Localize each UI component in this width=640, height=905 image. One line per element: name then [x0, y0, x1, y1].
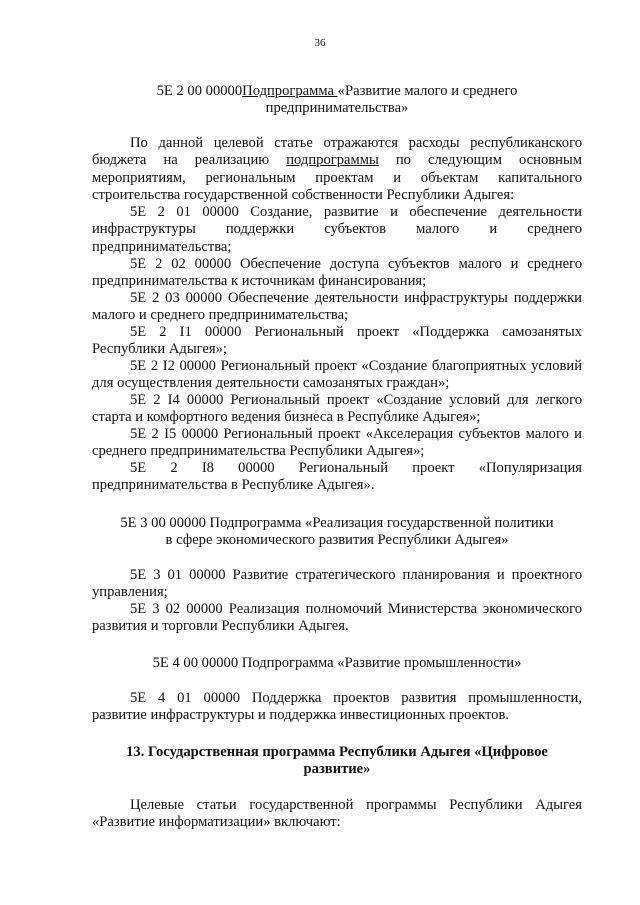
subprogram-5e2-heading-line2: предпринимательства» [265, 100, 409, 116]
list-item: 5Е 2 02 00000 Обеспечение доступа субъектов малого и среднего предпринимательства к источникам финансирования; [92, 256, 582, 290]
list-item: 5Е 3 01 00000 Развитие стратегического планирования и проектного управления; [92, 567, 582, 601]
list-item: 5Е 2 I5 00000 Региональный проект «Акселерация субъектов малого и среднего предпринимательства Республики Адыгея»; [92, 426, 582, 460]
intro-text-after: по следующим основным мероприятиям, региональным проектам и объектам капитального строительства государственной собственности Республики Адыгея: [92, 152, 582, 203]
list-item: 5Е 2 I2 00000 Региональный проект «Создание благоприятных условий для осуществления деятельности самозанятых граждан»; [92, 358, 582, 392]
subprogram-5e2-heading-line1 [92, 83, 582, 100]
subprogram-link[interactable]: подпрограммы [286, 152, 379, 169]
intro-paragraph [92, 135, 582, 204]
subprogram-5e2-code: 5Е 2 00 00000 [156, 83, 243, 99]
list-item: 5Е 2 I8 00000 Региональный проект «Популяризация предпринимательства в Республике Адыгея». [92, 460, 582, 494]
list-item: 5Е 2 I1 00000 Региональный проект «Поддержка самозанятых Республики Адыгея»; [92, 324, 582, 358]
closing-paragraph: Целевые статьи государственной программы Республики Адыгея «Развитие информатизации» включают: [92, 797, 582, 831]
subprogram-5e2-title: «Развитие малого и среднего [337, 83, 518, 99]
subprogram-5e3-heading-line1: 5Е 3 00 00000 Подпрограмма «Реализация государственной политики [120, 515, 554, 531]
subprogram-5e3-heading-line2: в сфере экономического развития Республики Адыгея» [165, 532, 509, 548]
page-number: 36 [314, 37, 326, 49]
list-item: 5Е 2 01 00000 Создание, развитие и обеспечение деятельности инфраструктуры поддержки субъектов малого и среднего предпринимательства; [92, 204, 582, 255]
list-item: 5Е 4 01 00000 Поддержка проектов развития промышленности, развитие инфраструктуры и поддержка инвестиционных проектов. [92, 690, 582, 724]
list-item: 5Е 3 02 00000 Реализация полномочий Министерства экономического развития и торговли Республики Адыгея. [92, 601, 582, 635]
intro-text-before: По данной целевой статье отражаются расходы республиканского бюджета на реализацию [92, 135, 582, 169]
section-13-heading-line2: развитие» [303, 761, 371, 777]
subprogram-5e2-link[interactable]: Подпрограмма [242, 83, 338, 99]
subprogram-5e4-heading: 5Е 4 00 00000 Подпрограмма «Развитие промышленности» [152, 655, 522, 671]
list-item: 5Е 2 03 00000 Обеспечение деятельности инфраструктуры поддержки малого и среднего предпринимательства; [92, 290, 582, 324]
list-item: 5Е 2 I4 00000 Региональный проект «Создание условий для легкого старта и комфортного ведения бизнеса в Республике Адыгея»; [92, 392, 582, 426]
section-13-heading-line1: 13. Государственная программа Республики Адыгея «Цифровое [126, 744, 548, 760]
